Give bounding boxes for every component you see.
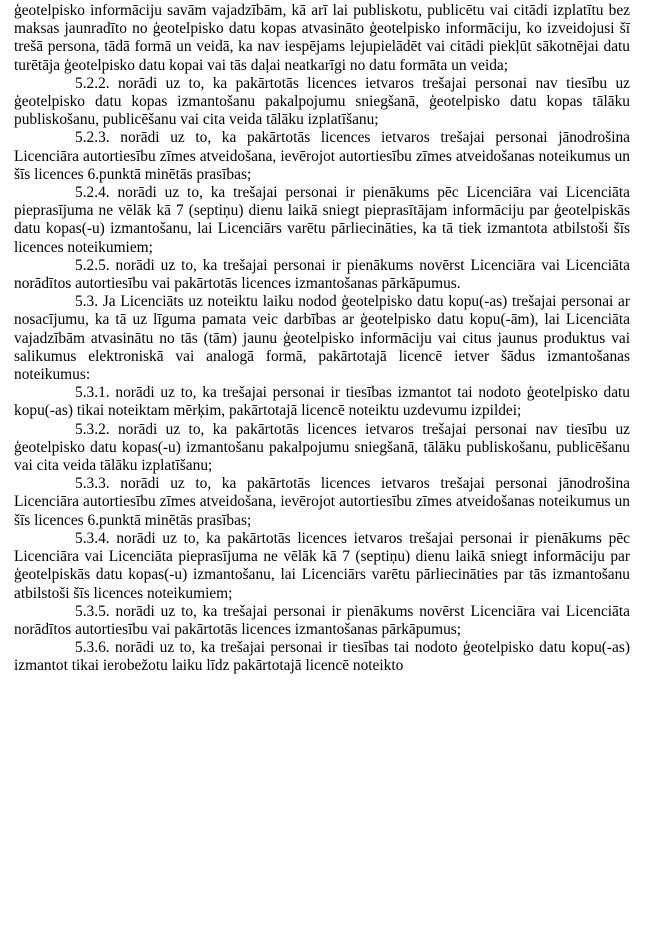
paragraph-5-3: 5.3. Ja Licenciāts uz noteiktu laiku nodod ģeotelpisko datu kopu(-as) trešajai personai ar nosacījumu, ka tā uz līguma pamata veic darbības ar ģeotelpisko datu kopu(-ām), lai Licenciāta vajadzībām atvasinātu no tās (tām) jaunu ģeotelpisko informāciju vai citus jaunus produktus vai salikumus elektroniskā vai analogā formā, pakārtotajā licencē ietver šādus izmantošanas noteikumus: — [14, 293, 630, 384]
paragraph-5-3-1: 5.3.1. norādi uz to, ka trešajai personai ir tiesības izmantot tai nodoto ģeotelpisko datu kopu(-as) tikai noteiktam mērķim, pakārtotajā licencē noteiktu uzdevumu izpildei; — [14, 384, 630, 420]
paragraph-5-3-3: 5.3.3. norādi uz to, ka pakārtotās licences ietvaros trešajai personai jānodrošina Licenciāra autortiesību zīmes atveidošana, ievērojot autortiesību zīmes atveidošanas noteikumus un šīs licences 6.punktā minētās prasības; — [14, 475, 630, 529]
paragraph-5-2-3: 5.2.3. norādi uz to, ka pakārtotās licences ietvaros trešajai personai jānodrošina Licenciāra autortiesību zīmes atveidošana, ievērojot autortiesību zīmes atveidošanas noteikumus un šīs licences 6.punktā minētās prasības; — [14, 129, 630, 183]
paragraph-5-3-4: 5.3.4. norādi uz to, ka pakārtotās licences ietvaros trešajai personai ir pienākums pēc Licenciāra vai Licenciāta pieprasījuma ne vēlāk kā 7 (septiņu) dienu laikā sniegt informāciju par ģeotelpiskās datu kopas(-u) izmantošanu, lai Licenciārs varētu pārliecināties par tās izmantošanu atbilstoši šīs licences noteikumiem; — [14, 529, 630, 602]
paragraph-continuation: ģeotelpisko informāciju savām vajadzībām, kā arī lai publiskotu, publicētu vai citādi izplatītu bez maksas jaunradīto no ģeotelpisko datu kopas atvasināto ģeotelpisko informāciju, ko izveidojusi šī trešā persona, tādā formā un veidā, ka nav iespējams lejupielādēt vai citādi piekļūt sākotnējai datu turētāja ģeotelpisko datu kopai vai tās daļai neatkarīgi no datu formāta un veida; — [14, 2, 630, 74]
paragraph-5-2-4: 5.2.4. norādi uz to, ka trešajai personai ir pienākums pēc Licenciāra vai Licenciāta pieprasījuma ne vēlāk kā 7 (septiņu) dienu laikā sniegt pieprasītājam informāciju par ģeotelpiskās datu kopas(-u) izmantošanu, lai Licenciārs varētu pārliecināties, ka tā tiek izmantota atbilstoši šīs licences noteikumiem; — [14, 184, 630, 256]
paragraph-5-3-6: 5.3.6. norādi uz to, ka trešajai personai ir tiesības tai nodoto ģeotelpisko datu kopu(-as) izmantot tikai ierobežotu laiku līdz pakārtotajā licencē noteikto — [14, 639, 630, 675]
paragraph-5-2-5: 5.2.5. norādi uz to, ka trešajai personai ir pienākums novērst Licenciāra vai Licenciāta norādītos autortiesību vai pakārtotās licences izmantošanas pārkāpumus. — [14, 256, 630, 293]
paragraph-5-2-2: 5.2.2. norādi uz to, ka pakārtotās licences ietvaros trešajai personai nav tiesību uz ģeotelpisko datu kopas izmantošanu pakalpojumu sniegšanā, ģeotelpisko datu kopas tālāku publiskošanu, publicēšanu vai cita veida tālāku izplatīšanu; — [14, 74, 630, 129]
paragraph-5-3-5: 5.3.5. norādi uz to, ka trešajai personai ir pienākums novērst Licenciāra vai Licenciāta norādītos autortiesību vai pakārtotās licences izmantošanas pārkāpumus; — [14, 602, 630, 638]
document-page — [14, 2, 630, 676]
paragraph-5-3-2: 5.3.2. norādi uz to, ka pakārtotās licences ietvaros trešajai personai nav tiesību uz ģeotelpisko datu kopas(-u) izmantošanu pakalpojumu sniegšanā, tālāku publiskošanu, publicēšanu vai cita veida tālāku izplatīšanu; — [14, 420, 630, 475]
